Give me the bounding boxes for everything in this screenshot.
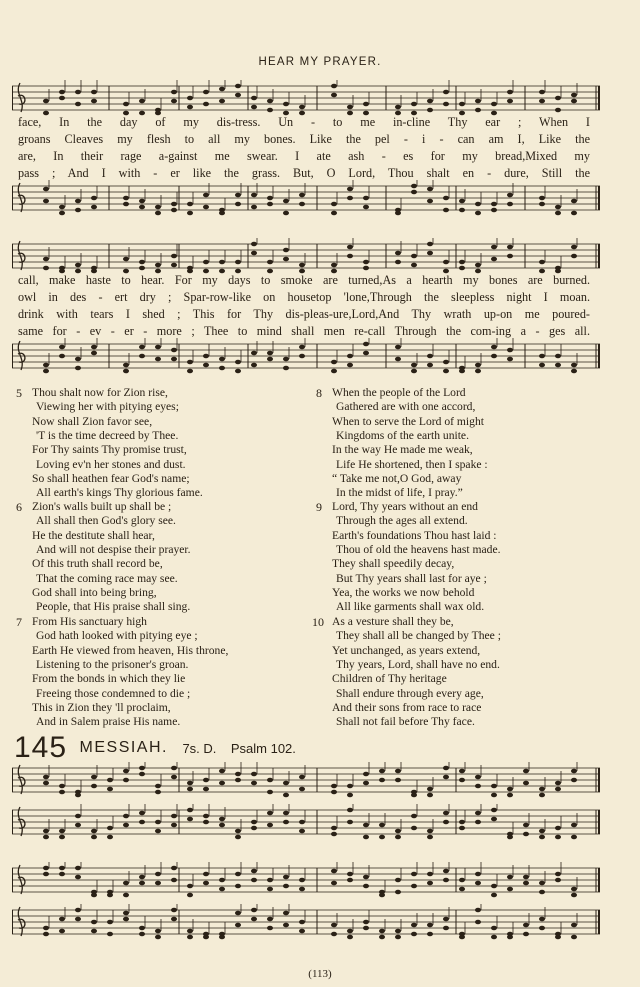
stanza-line: All earth's kings Thy glorious fame. xyxy=(36,486,203,500)
stanza-line: Viewing her with pitying eyes; xyxy=(36,400,179,414)
stanza-line: All shall then God's glory see. xyxy=(36,514,176,528)
music-staff-treble-4 xyxy=(12,862,600,898)
stanza-line: And will not despise their prayer. xyxy=(36,543,191,557)
music-staff-bass-1 xyxy=(12,180,600,216)
stanza-line: That the coming race may see. xyxy=(36,571,178,585)
stanza-line: And in Salem praise His name. xyxy=(36,715,181,729)
music-staff-treble-3 xyxy=(12,762,600,798)
stanza-line: As a vesture shall they be, xyxy=(332,615,454,628)
stanza-line: For Thy saints Thy promise trust, xyxy=(32,443,187,457)
music-staff-treble-1 xyxy=(12,80,600,116)
music-staff-treble-2 xyxy=(12,238,600,274)
stanza-number: 6 xyxy=(16,500,22,514)
stanza-line: Earth's foundations Thou hast laid : xyxy=(332,528,497,542)
stanza-line: Children of Thy heritage xyxy=(332,672,447,686)
stanza-line: They shall speedily decay, xyxy=(332,557,455,571)
stanza-7 xyxy=(16,615,229,730)
stanza-line: Lord, Thy years without an end xyxy=(332,500,478,513)
stanza-line: Thou of old the heavens hast made. xyxy=(336,543,501,557)
stanza-line: Thou shalt now for Zion rise, xyxy=(32,386,168,399)
verse-lyrics-block-1 xyxy=(18,114,590,182)
music-staff-bass-4 xyxy=(12,904,600,940)
music-staff-bass-3 xyxy=(12,804,600,840)
stanza-line: “ Take me not,O God, away xyxy=(332,472,462,486)
hymn-meter: 7s. D. xyxy=(182,740,217,756)
verse-lyrics-block-2 xyxy=(18,272,590,340)
stanza-line: Shall endure through every age, xyxy=(336,686,484,700)
stanza-line: Loving ev'n her stones and dust. xyxy=(36,457,186,471)
stanza-line: When to serve the Lord of might xyxy=(332,414,484,428)
stanza-line: In the way He made me weak, xyxy=(332,443,473,457)
lyric-line: groans Cleaves my flesh to all my bones. Like the pel - i - can am I, Like the xyxy=(18,132,590,146)
stanza-line: Now shall Zion favor see, xyxy=(32,414,153,428)
lyric-line: face, In the day of my dis-tress. Un - to me in-cline Thy ear ; When I xyxy=(18,115,590,129)
stanza-line: All like garments shall wax old. xyxy=(336,600,485,614)
stanza-line: Yet unchanged, as years extend, xyxy=(332,643,481,657)
stanza-line: Zion's walls built up shall be ; xyxy=(32,500,172,513)
lyric-line: are, In their rage a-gainst me swear. I ate ash - es for my bread,Mixed my xyxy=(18,149,590,163)
stanza-line: Shall not fail before Thy face. xyxy=(336,715,475,729)
lyric-line: owl in des - ert dry ; Spar-row-like on housetop 'lone,Through the sleepless night I moan. xyxy=(18,290,590,304)
stanza-9 xyxy=(316,500,501,615)
stanza-line: Gathered are with one accord, xyxy=(336,400,476,414)
stanza-number: 8 xyxy=(316,386,322,400)
stanza-line: God shall into being bring, xyxy=(32,586,157,600)
stanza-line: Thy years, Lord, shall have no end. xyxy=(336,658,500,672)
stanza-line: From His sanctuary high xyxy=(32,615,147,628)
stanza-line: In the midst of life, I pray.” xyxy=(336,486,463,500)
stanza-line: Earth He viewed from heaven, His throne, xyxy=(32,643,229,657)
stanza-line: Of this truth shall record be, xyxy=(32,557,163,571)
stanza-line: They shall all be changed by Thee ; xyxy=(336,629,501,643)
stanza-line: Freeing those condemned to die ; xyxy=(36,686,191,700)
lyric-line: same for - ev - er - more ; Thee to mind shall men re-call Through the com-ing a - ges all. xyxy=(18,324,590,338)
stanza-line: Kingdoms of the earth unite. xyxy=(336,429,469,443)
stanza-line: Yea, the works we now behold xyxy=(332,586,475,600)
stanza-6 xyxy=(16,500,191,615)
stanza-line: So shall heathen fear God's name; xyxy=(32,472,190,486)
stanza-line: He the destitute shall hear, xyxy=(32,528,155,542)
section-title: HEAR MY PRAYER. xyxy=(258,56,382,68)
stanza-number: 5 xyxy=(16,386,22,400)
stanza-line: 'T is the time decreed by Thee. xyxy=(36,429,179,443)
stanza-number: 7 xyxy=(16,615,22,629)
page-number: (113) xyxy=(308,968,332,980)
lyric-line: pass ; And I with - er like the grass. But, O Lord, Thou shalt en - dure, Still the xyxy=(18,166,590,180)
stanza-8 xyxy=(316,386,488,501)
lyric-line: call, make haste to hear. For my days to smoke are turned,As a hearth my bones are burned. xyxy=(18,273,590,287)
stanza-number: 10 xyxy=(312,615,324,629)
stanza-10 xyxy=(312,615,501,730)
stanza-line: People, that His praise shall sing. xyxy=(36,600,191,614)
stanza-line: When the people of the Lord xyxy=(332,386,466,399)
stanza-number: 9 xyxy=(316,500,322,514)
hymn-number: 145 xyxy=(14,731,68,764)
lyric-line: drink with tears I shed ; This for Thy dis-pleas-ure,Lord,And Thy wrath up-on me poured- xyxy=(18,307,590,321)
stanza-line: From the bonds in which they lie xyxy=(32,672,186,686)
stanza-line: And their sons from race to race xyxy=(332,701,482,715)
hymn-psalm: Psalm 102. xyxy=(230,740,296,756)
stanza-line: God hath looked with pitying eye ; xyxy=(36,629,198,643)
stanza-line: This in Zion they 'll proclaim, xyxy=(32,701,171,715)
music-staff-bass-2 xyxy=(12,338,600,374)
stanza-line: Through the ages all extend. xyxy=(336,514,468,528)
stanza-5 xyxy=(16,386,203,501)
stanza-line: Life He shortened, then I spake : xyxy=(336,457,488,471)
stanza-line: But Thy years shall last for aye ; xyxy=(336,571,487,585)
hymn-title: MESSIAH. xyxy=(79,739,168,756)
stanza-line: Listening to the prisoner's groan. xyxy=(36,658,189,672)
hymn-heading xyxy=(14,731,296,765)
